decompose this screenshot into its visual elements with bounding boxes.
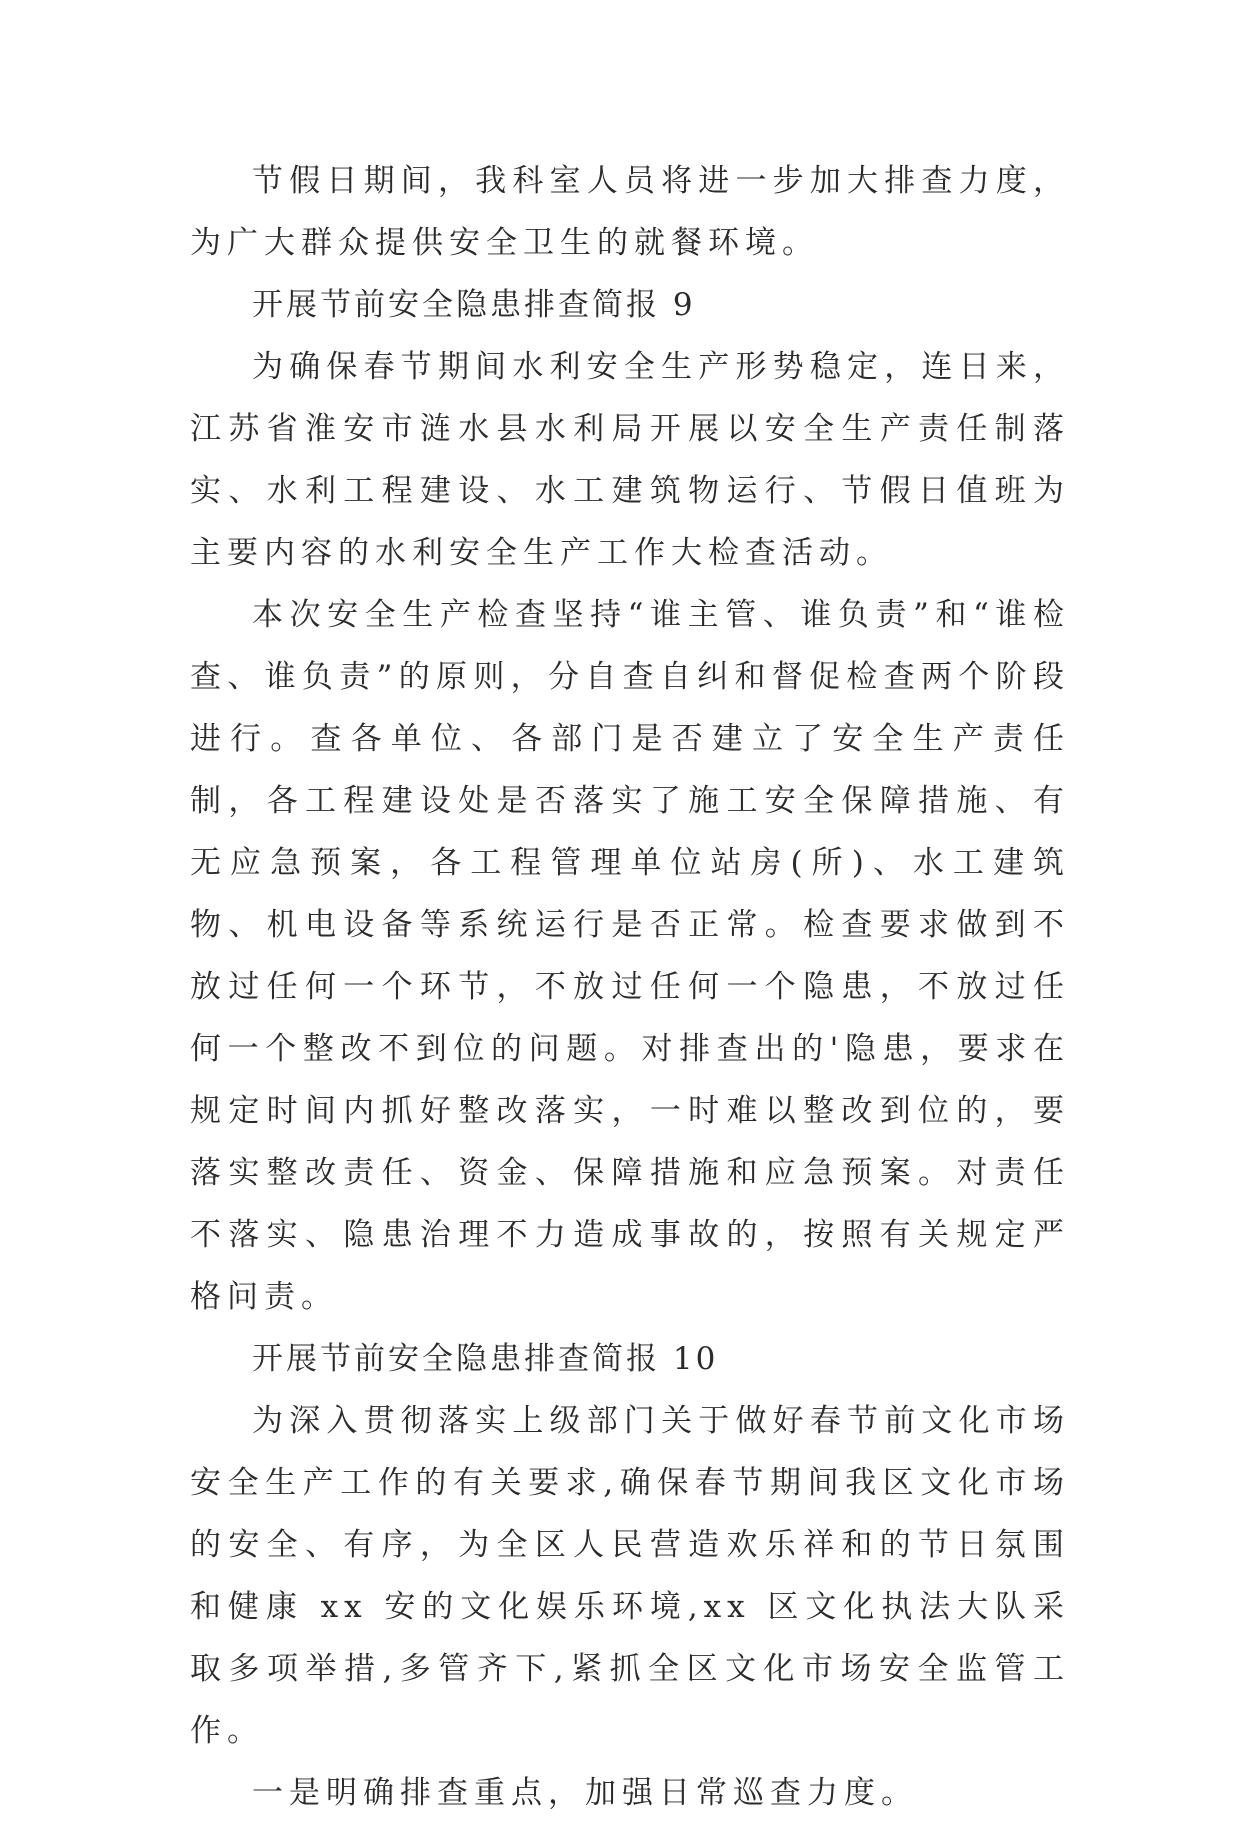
document-body [190,150,1070,1824]
heading-briefing-10: 开展节前安全隐患排查简报 10 [252,1341,719,1377]
paragraph-measure-one: 一是明确排查重点，加强日常巡查力度。 [252,1775,918,1811]
paragraph-inspection-principles: 本次安全生产检查坚持“谁主管、谁负责”和“谁检查、谁负责”的原则，分自查自纠和督促检查两个阶段进行。查各单位、各部门是否建立了安全生产责任制，各工程建设处是否落实了施工安全保障措施、有无应急预案，各工程管理单位站房(所)、水工建筑物、机电设备等系统运行是否正常。检查要求做到不放过任何一个环节，不放过任何一个隐患，不放过任何一个整改不到位的问题。对排查出的'隐患，要求在规定时间内抓好整改落实，一时难以整改到位的，要落实整改责任、资金、保障措施和应急预案。对责任不落实、隐患治理不力造成事故的，按照有关规定严格问责。 [190,597,1070,1315]
heading-briefing-9: 开展节前安全隐患排查简报 9 [252,287,696,323]
paragraph-culture-market-intro: 为深入贯彻落实上级部门关于做好春节前文化市场安全生产工作的有关要求,确保春节期间我区文化市场的安全、有序，为全区人民营造欢乐祥和的节日氛围和健康 xx 安的文化娱乐环境,xx 区文化执法大队采取多项举措,多管齐下,紧抓全区文化市场安全监管工作。 [190,1403,1070,1749]
paragraph-water-safety-intro: 为确保春节期间水利安全生产形势稳定，连日来，江苏省淮安市涟水县水利局开展以安全生产责任制落实、水利工程建设、水工建筑物运行、节假日值班为主要内容的水利安全生产工作大检查活动。 [190,349,1070,571]
paragraph-holiday-inspection: 节假日期间，我科室人员将进一步加大排查力度，为广大群众提供安全卫生的就餐环境。 [190,163,1070,261]
